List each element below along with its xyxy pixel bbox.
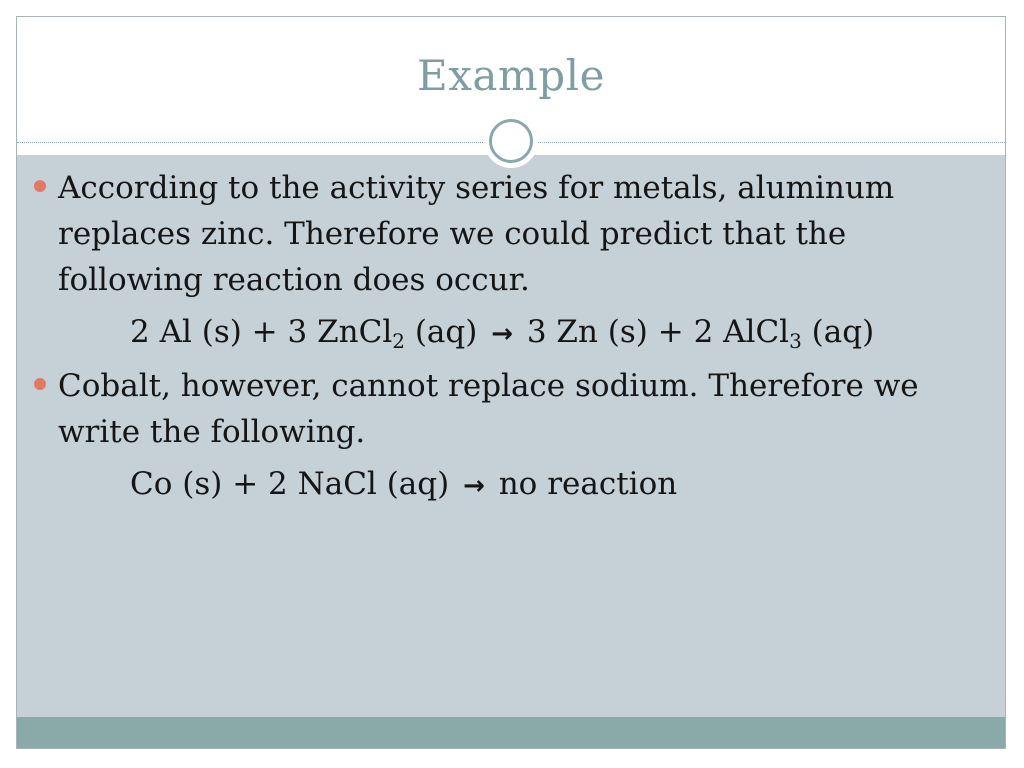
equation-1-state-1: (aq) <box>404 314 488 350</box>
equation-1 <box>32 309 962 357</box>
bullet-item-1 <box>32 165 962 303</box>
right-arrow-icon: → <box>491 319 513 349</box>
bullet-dot-icon <box>34 378 46 390</box>
equation-2-result: no reaction <box>488 466 678 502</box>
equation-1-reactants: 2 Al (s) + 3 ZnCl <box>130 314 393 350</box>
bullet-dot-icon <box>34 180 46 192</box>
bullet-text-1: According to the activity series for metals, aluminum replaces zinc. Therefore we could predict that the following reaction does occur. <box>58 170 895 298</box>
slide-title: Example <box>417 51 605 100</box>
equation-1-subscript-2: 3 <box>789 329 802 353</box>
bullet-text-2: Cobalt, however, cannot replace sodium. Therefore we write the following. <box>58 368 919 450</box>
right-arrow-icon: → <box>463 471 485 501</box>
equation-2-reactants: Co (s) + 2 NaCl (aq) <box>130 466 460 502</box>
slide-body <box>32 165 962 515</box>
equation-1-subscript-1: 2 <box>392 329 405 353</box>
equation-2 <box>32 461 962 509</box>
bullet-item-2 <box>32 363 962 455</box>
footer-band <box>17 717 1005 749</box>
divider-circle-ornament <box>484 114 538 168</box>
divider-ring <box>489 119 533 163</box>
equation-1-products: 3 Zn (s) + 2 AlCl <box>517 314 790 350</box>
equation-1-state-2: (aq) <box>801 314 875 350</box>
